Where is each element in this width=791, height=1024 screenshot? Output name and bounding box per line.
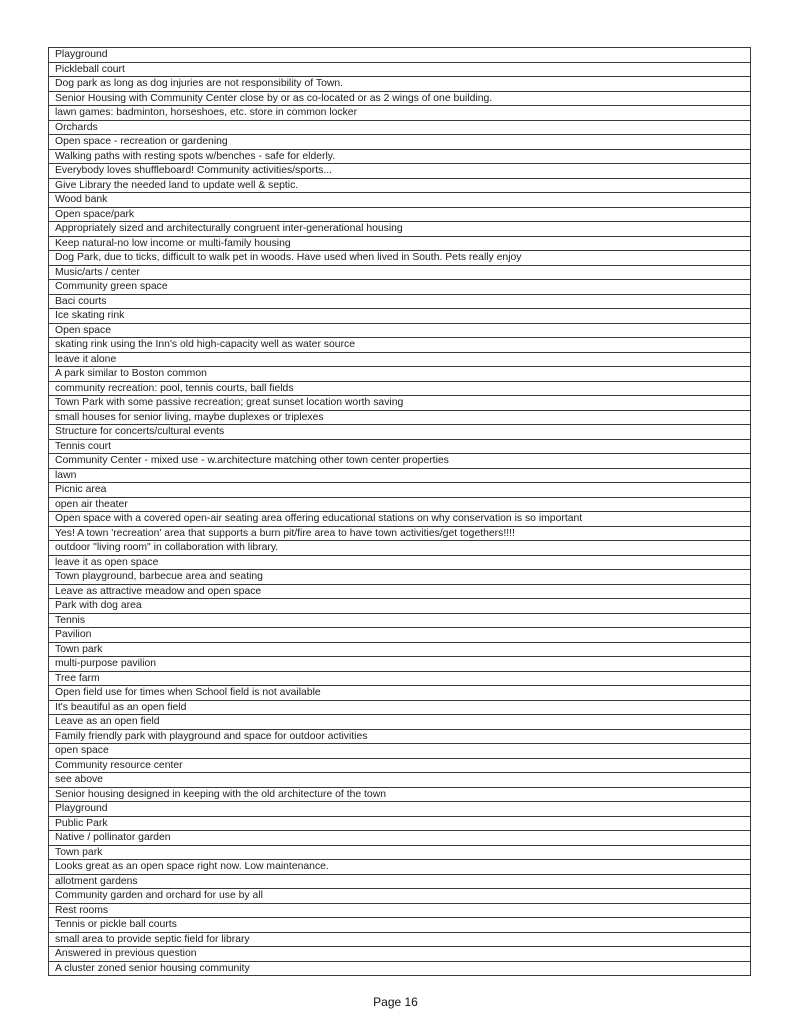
table-row xyxy=(49,62,751,77)
table-row xyxy=(49,120,751,135)
table-row xyxy=(49,628,751,643)
table-row xyxy=(49,947,751,962)
table-row xyxy=(49,700,751,715)
table-row xyxy=(49,193,751,208)
response-cell: Community Center - mixed use - w.architecture matching other town center properties xyxy=(49,454,751,469)
table-row xyxy=(49,338,751,353)
response-cell: Wood bank xyxy=(49,193,751,208)
response-cell: Baci courts xyxy=(49,294,751,309)
table-row xyxy=(49,106,751,121)
response-cell: community recreation: pool, tennis courts, ball fields xyxy=(49,381,751,396)
response-cell: Town park xyxy=(49,642,751,657)
response-cell: outdoor "living room" in collaboration with library. xyxy=(49,541,751,556)
table-row xyxy=(49,686,751,701)
response-cell: Keep natural-no low income or multi-family housing xyxy=(49,236,751,251)
response-cell: lawn xyxy=(49,468,751,483)
response-cell: open air theater xyxy=(49,497,751,512)
table-row xyxy=(49,410,751,425)
table-row xyxy=(49,816,751,831)
response-cell: Senior Housing with Community Center close by or as co-located or as 2 wings of one building. xyxy=(49,91,751,106)
table-row xyxy=(49,164,751,179)
response-cell: Community resource center xyxy=(49,758,751,773)
table-row xyxy=(49,541,751,556)
table-row xyxy=(49,758,751,773)
response-cell: Looks great as an open space right now. Low maintenance. xyxy=(49,860,751,875)
response-cell: Appropriately sized and architecturally congruent inter-generational housing xyxy=(49,222,751,237)
table-row xyxy=(49,483,751,498)
response-cell: A cluster zoned senior housing community xyxy=(49,961,751,976)
response-cell: Dog Park, due to ticks, difficult to walk pet in woods. Have used when lived in South. Pets really enjoy xyxy=(49,251,751,266)
table-row xyxy=(49,323,751,338)
response-cell: Open space - recreation or gardening xyxy=(49,135,751,150)
table-row xyxy=(49,91,751,106)
response-cell: Public Park xyxy=(49,816,751,831)
table-row xyxy=(49,396,751,411)
table-row xyxy=(49,468,751,483)
response-cell: leave it alone xyxy=(49,352,751,367)
table-row xyxy=(49,773,751,788)
response-cell: see above xyxy=(49,773,751,788)
response-cell: Open space with a covered open-air seating area offering educational stations on why conservation is so important xyxy=(49,512,751,527)
table-row xyxy=(49,744,751,759)
response-cell: Rest rooms xyxy=(49,903,751,918)
table-row xyxy=(49,77,751,92)
response-cell: Answered in previous question xyxy=(49,947,751,962)
table-row xyxy=(49,671,751,686)
table-row xyxy=(49,265,751,280)
table-row xyxy=(49,613,751,628)
response-cell: lawn games: badminton, horseshoes, etc. store in common locker xyxy=(49,106,751,121)
table-row xyxy=(49,860,751,875)
response-cell: small area to provide septic field for library xyxy=(49,932,751,947)
response-cell: Tennis or pickle ball courts xyxy=(49,918,751,933)
table-row xyxy=(49,729,751,744)
response-cell: Open field use for times when School field is not available xyxy=(49,686,751,701)
response-cell: Leave as an open field xyxy=(49,715,751,730)
response-cell: Give Library the needed land to update well & septic. xyxy=(49,178,751,193)
response-cell: Leave as attractive meadow and open space xyxy=(49,584,751,599)
table-row xyxy=(49,932,751,947)
table-row xyxy=(49,381,751,396)
table-row xyxy=(49,657,751,672)
response-cell: Park with dog area xyxy=(49,599,751,614)
table-row xyxy=(49,309,751,324)
table-row xyxy=(49,715,751,730)
responses-table xyxy=(48,47,751,976)
response-cell: Native / pollinator garden xyxy=(49,831,751,846)
response-cell: A park similar to Boston common xyxy=(49,367,751,382)
response-cell: Town Park with some passive recreation; great sunset location worth saving xyxy=(49,396,751,411)
table-row xyxy=(49,889,751,904)
table-row xyxy=(49,236,751,251)
table-row xyxy=(49,802,751,817)
response-cell: Town playground, barbecue area and seating xyxy=(49,570,751,585)
table-row xyxy=(49,280,751,295)
table-row xyxy=(49,425,751,440)
table-row xyxy=(49,48,751,63)
table-row xyxy=(49,352,751,367)
response-cell: Community green space xyxy=(49,280,751,295)
response-cell: Family friendly park with playground and space for outdoor activities xyxy=(49,729,751,744)
table-row xyxy=(49,135,751,150)
response-cell: It's beautiful as an open field xyxy=(49,700,751,715)
response-cell: skating rink using the Inn's old high-capacity well as water source xyxy=(49,338,751,353)
response-cell: leave it as open space xyxy=(49,555,751,570)
response-cell: Playground xyxy=(49,802,751,817)
response-cell: Playground xyxy=(49,48,751,63)
response-cell: multi-purpose pavilion xyxy=(49,657,751,672)
table-row xyxy=(49,599,751,614)
response-cell: Tree farm xyxy=(49,671,751,686)
table-row xyxy=(49,367,751,382)
table-row xyxy=(49,439,751,454)
table-row xyxy=(49,874,751,889)
table-row xyxy=(49,222,751,237)
table-row xyxy=(49,642,751,657)
table-row xyxy=(49,497,751,512)
table-row xyxy=(49,918,751,933)
table-row xyxy=(49,294,751,309)
responses-table-body xyxy=(49,48,751,976)
response-cell: Dog park as long as dog injuries are not responsibility of Town. xyxy=(49,77,751,92)
table-row xyxy=(49,903,751,918)
table-row xyxy=(49,178,751,193)
table-row xyxy=(49,526,751,541)
table-row xyxy=(49,512,751,527)
table-row xyxy=(49,570,751,585)
table-row xyxy=(49,454,751,469)
table-row xyxy=(49,831,751,846)
response-cell: Music/arts / center xyxy=(49,265,751,280)
response-cell: Pavilion xyxy=(49,628,751,643)
table-row xyxy=(49,584,751,599)
table-row xyxy=(49,555,751,570)
table-row xyxy=(49,845,751,860)
page-number: Page 16 xyxy=(373,995,418,1009)
response-cell: allotment gardens xyxy=(49,874,751,889)
response-cell: Pickleball court xyxy=(49,62,751,77)
response-cell: Tennis xyxy=(49,613,751,628)
table-row xyxy=(49,207,751,222)
table-row xyxy=(49,251,751,266)
response-cell: small houses for senior living, maybe duplexes or triplexes xyxy=(49,410,751,425)
response-cell: Picnic area xyxy=(49,483,751,498)
response-cell: Structure for concerts/cultural events xyxy=(49,425,751,440)
response-cell: Tennis court xyxy=(49,439,751,454)
response-cell: Orchards xyxy=(49,120,751,135)
response-cell: Open space/park xyxy=(49,207,751,222)
response-cell: Everybody loves shuffleboard! Community activities/sports... xyxy=(49,164,751,179)
response-cell: Senior housing designed in keeping with the old architecture of the town xyxy=(49,787,751,802)
response-cell: Ice skating rink xyxy=(49,309,751,324)
response-cell: Town park xyxy=(49,845,751,860)
response-cell: open space xyxy=(49,744,751,759)
table-row xyxy=(49,149,751,164)
table-row xyxy=(49,787,751,802)
table-row xyxy=(49,961,751,976)
response-cell: Open space xyxy=(49,323,751,338)
response-cell: Community garden and orchard for use by all xyxy=(49,889,751,904)
response-cell: Yes! A town 'recreation' area that supports a burn pit/fire area to have town activities/get togethers!!!! xyxy=(49,526,751,541)
response-cell: Walking paths with resting spots w/benches - safe for elderly. xyxy=(49,149,751,164)
